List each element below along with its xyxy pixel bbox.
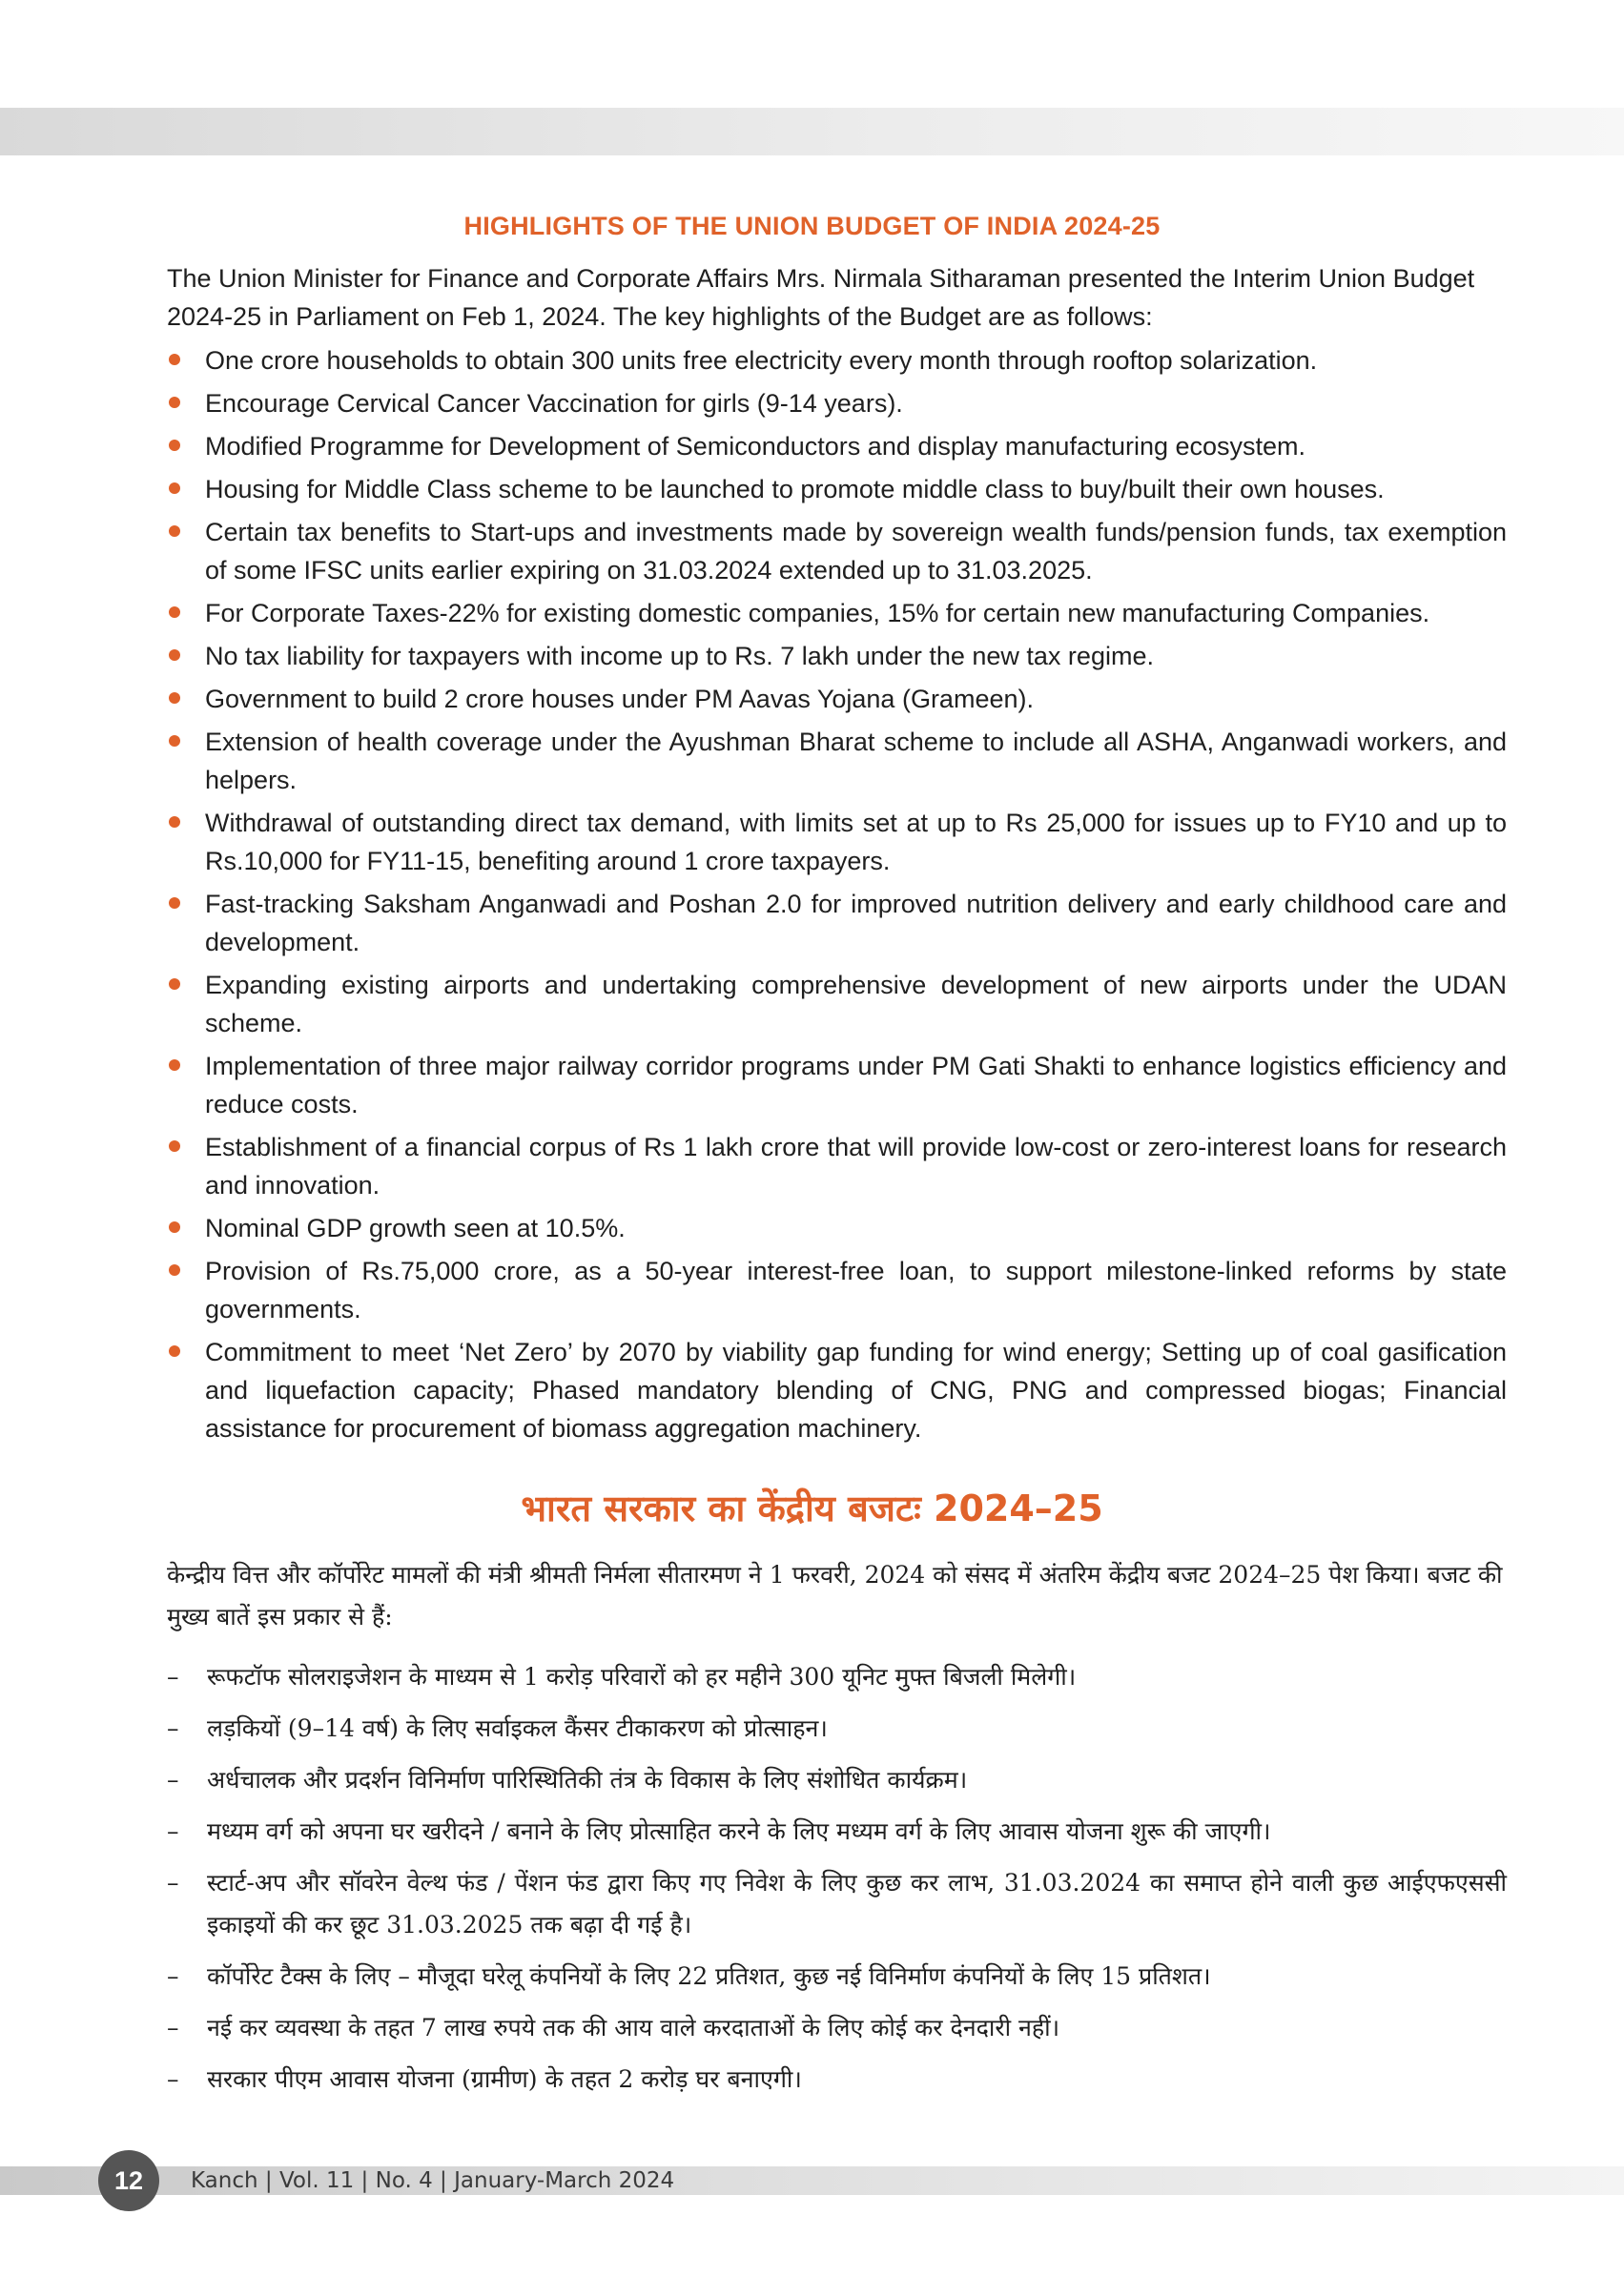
bullet-icon xyxy=(169,397,180,408)
list-item: Certain tax benefits to Start-ups and investments made by sovereign wealth funds/pension funds, tax exemption of some IFSC units earlier expiring on 31.03.2024 extended up to 31.03.2025. xyxy=(167,513,1507,589)
english-intro: The Union Minister for Finance and Corporate Affairs Mrs. Nirmala Sitharaman presented the Interim Union Budget 2024-25 in Parliament on Feb 1, 2024. The key highlights of the Budget are as follows: xyxy=(167,264,1475,331)
bullet-icon xyxy=(169,525,180,537)
list-item: Withdrawal of outstanding direct tax demand, with limits set at up to Rs 25,000 for issues up to FY10 and up to Rs.10,000 for FY11-15, benefiting around 1 crore taxpayers. xyxy=(167,804,1507,880)
bullet-icon xyxy=(169,897,180,909)
dash-icon: – xyxy=(167,1869,179,1897)
list-item: For Corporate Taxes-22% for existing domestic companies, 15% for certain new manufacturing Companies. xyxy=(167,594,1507,632)
list-item: Government to build 2 crore houses under PM Aavas Yojana (Grameen). xyxy=(167,680,1507,718)
bullet-icon xyxy=(169,649,180,661)
list-item: – कॉर्पोरेट टैक्स के लिए – मौजूदा घरेलू कंपनियों के लिए 22 प्रतिशत, कुछ नई विनिर्माण कंपनियों के लिए 15 प्रतिशत। xyxy=(167,1956,1507,1998)
list-item: – अर्धचालक और प्रदर्शन विनिर्माण पारिस्थितिकी तंत्र के विकास के लिए संशोधित कार्यक्रम। xyxy=(167,1759,1507,1801)
list-item: – मध्यम वर्ग को अपना घर खरीदने / बनाने के लिए प्रोत्साहित करने के लिए मध्यम वर्ग के लिए आवास योजना शुरू की जाएगी। xyxy=(167,1811,1507,1853)
list-item: Fast-tracking Saksham Anganwadi and Poshan 2.0 for improved nutrition delivery and early childhood care and development. xyxy=(167,885,1507,961)
list-item: Nominal GDP growth seen at 10.5%. xyxy=(167,1209,1507,1247)
dash-icon: – xyxy=(167,2065,179,2093)
hindi-highlights-list xyxy=(167,1656,1507,2110)
bullet-icon xyxy=(169,692,180,704)
list-item: Implementation of three major railway corridor programs under PM Gati Shakti to enhance logistics efficiency and reduce costs. xyxy=(167,1047,1507,1123)
dash-icon: – xyxy=(167,1766,179,1794)
list-item: – रूफटॉफ सोलराइजेशन के माध्यम से 1 करोड़ परिवारों को हर महीने 300 यूनिट मुफ्त बिजली मिलेगी। xyxy=(167,1656,1507,1698)
list-item: Provision of Rs.75,000 crore, as a 50-year interest-free loan, to support milestone-linked reforms by state governments. xyxy=(167,1252,1507,1328)
dash-icon: – xyxy=(167,1714,179,1742)
list-item: – सरकार पीएम आवास योजना (ग्रामीण) के तहत 2 करोड़ घर बनाएगी। xyxy=(167,2059,1507,2101)
list-item: Modified Programme for Development of Semiconductors and display manufacturing ecosystem. xyxy=(167,427,1507,465)
bullet-icon xyxy=(169,440,180,451)
dash-icon: – xyxy=(167,1663,179,1691)
list-item: – स्टार्ट-अप और सॉवरेन वेल्थ फंड / पेंशन फंड द्वारा किए गए निवेश के लिए कुछ कर लाभ, 31.03.2024 का समाप्त होने वाली कुछ आईएफएससी इकाइयों की कर छूट 31.03.2025 तक बढ़ा दी गई है। xyxy=(167,1862,1507,1946)
bullet-icon xyxy=(169,735,180,747)
list-item: Expanding existing airports and undertaking comprehensive development of new airports under the UDAN scheme. xyxy=(167,966,1507,1042)
dash-icon: – xyxy=(167,1962,179,1990)
bullet-icon xyxy=(169,1221,180,1233)
list-item: – लड़कियों (9–14 वर्ष) के लिए सर्वाइकल कैंसर टीकाकरण को प्रोत्साहन। xyxy=(167,1708,1507,1750)
publication-footer: Kanch | Vol. 11 | No. 4 | January-March 2024 xyxy=(191,2168,675,2193)
list-item: – नई कर व्यवस्था के तहत 7 लाख रुपये तक की आय वाले करदाताओं के लिए कोई कर देनदारी नहीं। xyxy=(167,2007,1507,2049)
list-item: One crore households to obtain 300 units free electricity every month through rooftop solarization. xyxy=(167,341,1507,380)
bullet-icon xyxy=(169,1140,180,1152)
hindi-intro: केन्द्रीय वित्त और कॉर्पोरेट मामलों की मंत्री श्रीमती निर्मला सीतारमण ने 1 फरवरी, 2024 को संसद में अंतरिम केंद्रीय बजट 2024–25 पेश किया। बजट की मुख्य बातें इस प्रकार से हैं: xyxy=(167,1561,1503,1631)
list-item: Housing for Middle Class scheme to be launched to promote middle class to buy/built their own houses. xyxy=(167,470,1507,508)
dash-icon: – xyxy=(167,2014,179,2041)
bullet-icon xyxy=(169,606,180,618)
header-band xyxy=(0,108,1624,155)
dash-icon: – xyxy=(167,1817,179,1845)
bullet-icon xyxy=(169,1264,180,1276)
hindi-title: भारत सरकार का केंद्रीय बजटः 2024–25 xyxy=(521,1487,1103,1529)
english-title: HIGHLIGHTS OF THE UNION BUDGET OF INDIA 2024-25 xyxy=(463,212,1161,240)
page-number: 12 xyxy=(98,2150,159,2211)
bullet-icon xyxy=(169,1059,180,1071)
list-item: Extension of health coverage under the Ayushman Bharat scheme to include all ASHA, Anganwadi workers, and helpers. xyxy=(167,723,1507,799)
list-item: Commitment to meet ‘Net Zero’ by 2070 by viability gap funding for wind energy; Setting up of coal gasification and liquefaction capacity; Phased mandatory blending of CNG, PNG and compressed biogas; Financial assistance for procurement of biomass aggregation machinery. xyxy=(167,1333,1507,1447)
bullet-icon xyxy=(169,354,180,365)
english-highlights-list xyxy=(167,341,1507,1452)
bullet-icon xyxy=(169,1345,180,1357)
bullet-icon xyxy=(169,482,180,494)
bullet-icon xyxy=(169,816,180,828)
list-item: Establishment of a financial corpus of Rs 1 lakh crore that will provide low-cost or zero-interest loans for research and innovation. xyxy=(167,1128,1507,1204)
list-item: No tax liability for taxpayers with income up to Rs. 7 lakh under the new tax regime. xyxy=(167,637,1507,675)
list-item: Encourage Cervical Cancer Vaccination for girls (9-14 years). xyxy=(167,384,1507,422)
bullet-icon xyxy=(169,978,180,990)
